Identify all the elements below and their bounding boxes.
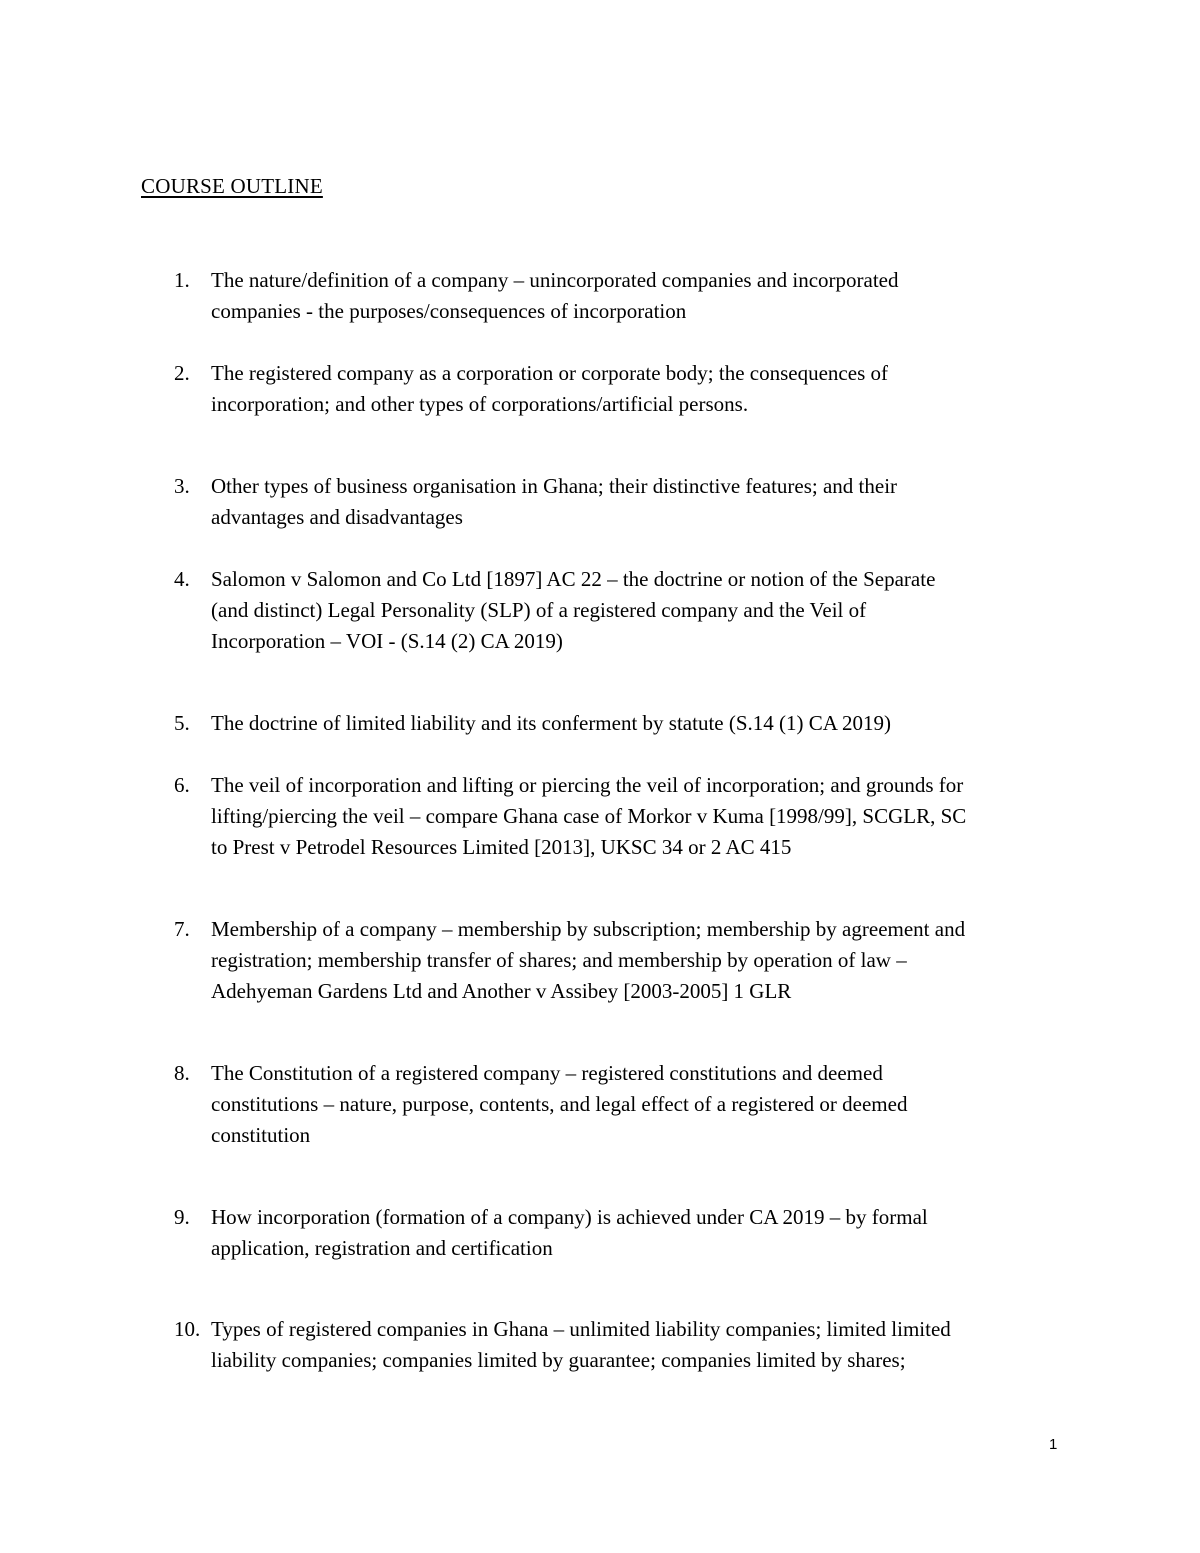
item-number: 6. (174, 773, 190, 797)
item-text: The registered company as a corporation or corporate body; the consequences of incorporation; and other types of corporations/artificial persons. (211, 361, 888, 416)
item-text: How incorporation (formation of a company) is achieved under CA 2019 – by formal application, registration and certification (211, 1205, 928, 1260)
outline-item (174, 358, 1074, 420)
outline-item (174, 564, 1074, 657)
page-number: 1 (1049, 1436, 1058, 1453)
outline-item (174, 770, 1074, 863)
item-number: 10. (174, 1317, 201, 1341)
outline-item (174, 1314, 1074, 1376)
item-number: 3. (174, 474, 190, 498)
item-text: The nature/definition of a company – unincorporated companies and incorporated companies - the purposes/consequences of incorporation (211, 268, 899, 323)
item-number: 2. (174, 361, 190, 385)
outline-item (174, 914, 1074, 1007)
item-text: Salomon v Salomon and Co Ltd [1897] AC 22 – the doctrine or notion of the Separate (and distinct) Legal Personality (SLP) of a registered company and the Veil of Incorporation – VOI - (S.14 (2) CA 2019) (211, 567, 936, 653)
item-number: 8. (174, 1061, 190, 1085)
item-number: 9. (174, 1205, 190, 1229)
item-text: Other types of business organisation in Ghana; their distinctive features; and their advantages and disadvantages (211, 474, 898, 529)
item-text: Membership of a company – membership by subscription; membership by agreement and registration; membership transfer of shares; and membership by operation of law – Adehyeman Gardens Ltd and Another v Assibey [2003-2005] 1 GLR (211, 917, 966, 1003)
item-text: The veil of incorporation and lifting or piercing the veil of incorporation; and grounds for lifting/piercing the veil – compare Ghana case of Morkor v Kuma [1998/99], SCGLR, SC to Prest v Petrodel Resources Limited [2013], UKSC 34 or 2 AC 415 (211, 773, 967, 859)
item-text: The doctrine of limited liability and its conferment by statute (S.14 (1) CA 2019) (211, 711, 892, 735)
item-number: 4. (174, 567, 190, 591)
outline-item (174, 471, 1074, 533)
course-outline-heading: COURSE OUTLINE (141, 174, 323, 198)
outline-item (174, 265, 1074, 327)
outline-item (174, 708, 1074, 739)
item-number: 7. (174, 917, 190, 941)
outline-item (174, 1058, 1074, 1151)
item-number: 5. (174, 711, 190, 735)
outline-item (174, 1202, 1074, 1264)
item-text: Types of registered companies in Ghana – unlimited liability companies; limited limited liability companies; companies limited by guarantee; companies limited by shares; (211, 1317, 951, 1372)
item-number: 1. (174, 268, 190, 292)
item-text: The Constitution of a registered company – registered constitutions and deemed constitutions – nature, purpose, contents, and legal effect of a registered or deemed constitution (211, 1061, 908, 1147)
